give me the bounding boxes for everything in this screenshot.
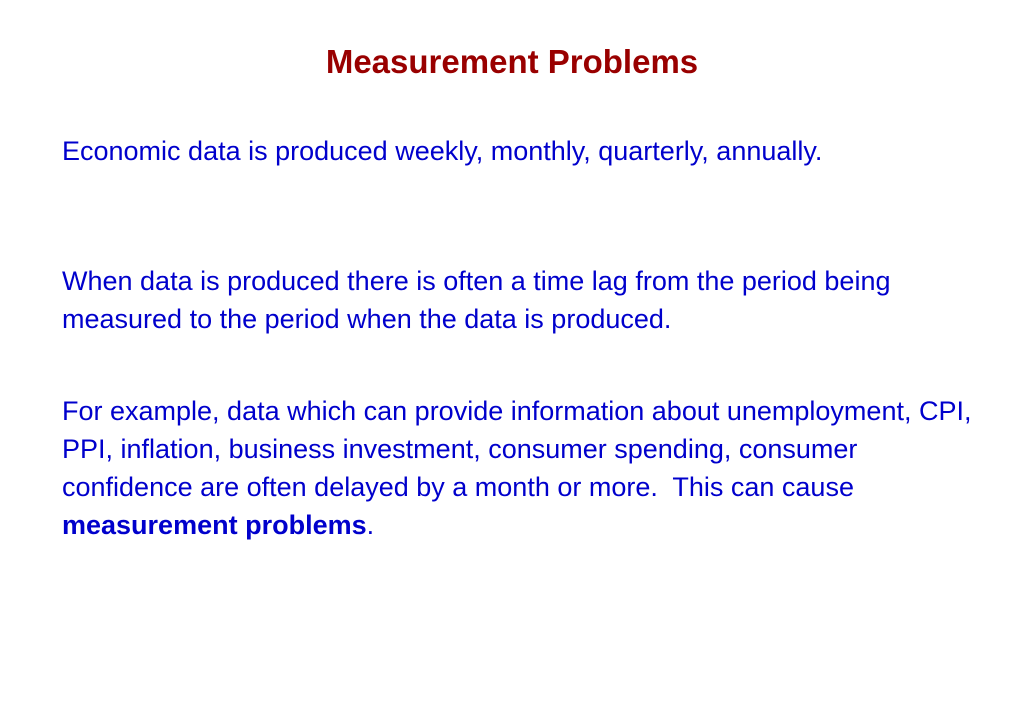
example-end-punctuation: . xyxy=(366,510,375,540)
example-text: For example, data which can provide information about unemployment, CPI, PPI, inflation, business investment, consumer spending, consumer confidence are often delayed by a month or more. This can cause xyxy=(62,396,979,502)
paragraph-data-frequency: Economic data is produced weekly, monthly, quarterly, annually. xyxy=(62,136,823,166)
paragraph-example xyxy=(62,392,979,544)
slide-title: Measurement Problems xyxy=(325,43,699,80)
paragraph-time-lag: When data is produced there is often a time lag from the period being measured to the period when the data is produced. xyxy=(62,266,891,334)
measurement-problems-emphasis: measurement problems xyxy=(62,510,367,540)
